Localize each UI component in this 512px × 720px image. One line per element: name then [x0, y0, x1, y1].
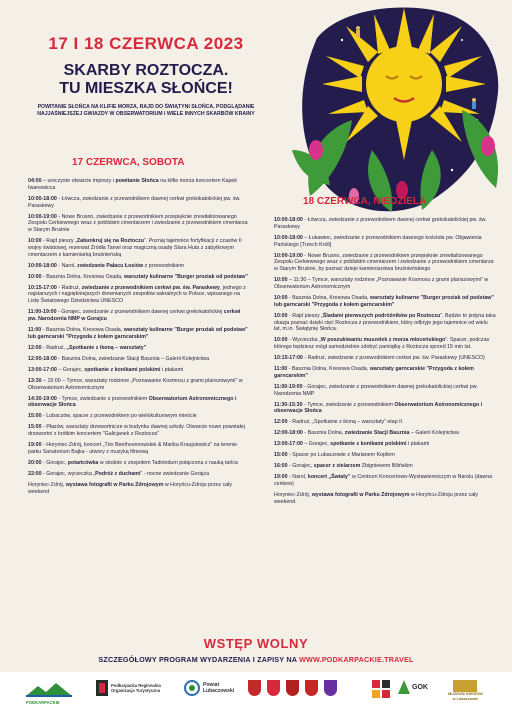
poster-subtitle: POWITANIE SŁOŃCA NA KLIFIE MORZA, RAJD DO ŚWIĄTYNI SŁOŃCA, PODGLĄDANIE NAJJAŚNIEJSZEJ GWIAZDY W OBSERWATORIUM I WIELE INNYCH SKARBÓW KRAINY	[37, 104, 255, 117]
schedule-item	[28, 214, 250, 234]
event-text: - Basznia Dolna, zwiedzanie Stacji Basznia – Galerii Kolejnictwa	[56, 355, 210, 362]
event-time: 10:00	[274, 337, 288, 344]
powiat-line-2: Lubaczowski	[203, 688, 235, 694]
schedule-item	[28, 378, 250, 392]
event-highlight: W poszukiwaniu muszelek z morza mioceńskiego	[320, 337, 446, 344]
event-highlight: Obserwatorium Astronomicznego i obserwacje Słońca	[28, 395, 237, 409]
event-time: 14:30-19:00	[28, 395, 57, 402]
podkarpackie-logo	[24, 680, 74, 705]
event-text-end: ”. Spacer, podczas którego będziesz mógł samodzielnie zdobyć pamiątkę z Roztocza sprzed 15 min lat.	[274, 337, 490, 351]
gmina-crests	[248, 680, 337, 696]
event-time: 10:00-19:00	[28, 213, 57, 220]
schedule-item	[274, 217, 496, 231]
event-text: - Gorajec, wycieczka „	[41, 470, 96, 477]
event-time: 04:00	[28, 178, 42, 184]
schedule-item	[274, 295, 496, 309]
event-time: 10:15-17:00	[274, 355, 303, 362]
pattern-logo	[372, 680, 390, 698]
header-block	[22, 34, 270, 118]
title-line-1: SKARBY ROZTOCZA.	[63, 62, 229, 79]
event-time: 10:00	[274, 312, 288, 319]
event-text-end: w Horyńcu-Zdroju przez cały weekend.	[274, 492, 478, 505]
schedule-item	[28, 442, 250, 456]
event-text-end: na klifie morza koncertem Kapeli Iwanowicca	[28, 178, 237, 191]
crest-3-icon	[286, 680, 299, 696]
schedule-item	[274, 441, 496, 448]
event-text: - Wycieczka „	[287, 337, 321, 344]
event-text: Horyniec-Zdrój,	[28, 481, 66, 488]
event-time: 12:00-18:00	[28, 355, 57, 362]
event-time: 15:00	[28, 424, 42, 431]
event-text: - Narol,	[56, 262, 78, 269]
event-highlight: warsztaty kulinarne "Burger proziak od podstaw"	[124, 273, 248, 280]
event-text: – Gorajec,	[302, 441, 331, 448]
event-text-end: – Galerii Kolejnictwa	[409, 430, 459, 437]
event-time: 10:00	[274, 277, 288, 284]
schedule-item	[28, 424, 250, 438]
crest-1-icon	[248, 680, 261, 696]
schedule-item	[274, 253, 496, 273]
prot-emblem-icon	[96, 680, 108, 696]
powiat-logo	[184, 680, 234, 696]
event-highlight: spotkanie z konikami polskimi	[330, 441, 407, 448]
event-highlight: wystawa fotografii w Parku Zdrojowym	[311, 492, 410, 499]
schedule-item	[274, 419, 496, 426]
schedule-item	[28, 413, 250, 420]
schedule-item	[274, 452, 496, 459]
schedule-item	[28, 263, 250, 270]
event-text: - Gorajec, zwiedzanie z przewodnikiem dawnej grekokatolickiej cerkwi pw. Narodzenia NMP	[274, 383, 478, 397]
event-time: 11:30-15:30	[274, 401, 303, 408]
star	[451, 169, 453, 171]
event-highlight: warsztaty kulinarne "Burger proziak od podstaw" lub garncarski "Przygoda z kołem garncarskim"	[28, 327, 248, 340]
event-highlight: powitanie Słońca	[115, 178, 159, 184]
event-highlight: cerkwi pw. Narodzenia NMP w Gorajcu	[28, 309, 241, 323]
event-text: – Łukawiec, zwiedzanie z przewodnikiem dawnego kościoła pw. Objawienia Pańskiego [Trzech Króli]	[274, 234, 482, 248]
event-text: - Gorajec, zwiedzanie z przewodnikiem dawnej cerkwi grekokatolickiej	[56, 309, 224, 316]
event-time: 12:00	[274, 419, 288, 426]
schedule-item	[28, 274, 250, 281]
event-highlight: Zabunkruj się na Roztoczu	[76, 238, 144, 245]
event-time: 10:00	[28, 273, 42, 280]
event-highlight: zwiedzanie Stacji Basznia	[344, 430, 410, 437]
event-time: 11:00	[28, 327, 42, 334]
event-text: - Radruż, zwiedzanie z przewodnikiem cerkwi pw. św. Paraskewy (UNESCO)	[302, 355, 485, 362]
free-entry-title: WSTĘP WOLNY	[203, 636, 309, 651]
muzeum-line-1: MUZEUM KRESÓW	[448, 692, 483, 696]
event-text-end: w Centrum Koncertowo-Wystawienniczym w Narolu (dawna cerkiew)	[274, 474, 493, 488]
day2-schedule	[274, 217, 496, 510]
event-highlight: potańcówka	[67, 459, 99, 466]
schedule-item	[274, 463, 496, 470]
schedule-item	[28, 356, 250, 363]
event-text: - Tymce, zwiedzanie z przewodnikiem	[302, 401, 395, 408]
event-text: – 15:00 – Tymce, warsztaty rodzinne „Poznawanie Kosmosu z grami planszowymi” w Obserwatorium Astronomicznym	[28, 377, 243, 391]
schedule-item	[28, 345, 250, 352]
schedule-item	[274, 384, 496, 398]
schedule-item	[274, 430, 496, 437]
event-highlight: warsztaty garncarskie "Przygoda z kołem garncarskim"	[274, 366, 474, 379]
schedule-item	[28, 285, 250, 305]
program-url-link[interactable]: WWW.PODKARPACKIE.TRAVEL	[299, 655, 414, 664]
crest-2-icon	[267, 680, 280, 696]
event-time: 15:00	[274, 452, 288, 459]
event-text: – 11:30 – Tymce, warsztaty rodzinne „Poznawanie Kosmosu z grami planszowymi” w Obserwatorium Astronomicznym	[274, 277, 489, 290]
crest-4-icon	[305, 680, 318, 696]
muzeum-logo	[448, 680, 483, 702]
schedule-item	[28, 238, 250, 258]
sun-disc	[366, 46, 442, 122]
event-text: - Gorajec,	[41, 459, 68, 466]
event-time: 10:00-18:00	[274, 234, 303, 241]
schedule-item	[28, 196, 250, 210]
sponsor-logos	[0, 672, 512, 720]
schedule-item	[28, 482, 250, 496]
prot-line-2: Organizacja Turystyczna	[111, 688, 161, 693]
star	[461, 39, 463, 41]
program-info-text: SZCZEGÓŁOWY PROGRAM WYDARZENIA I ZAPISY NA	[98, 655, 297, 664]
event-highlight: spacer z zielarzem	[313, 463, 361, 470]
event-time: 13:00-17:00	[274, 441, 303, 448]
schedule-item	[274, 313, 496, 333]
event-text: Horyniec-Zdrój,	[274, 492, 312, 499]
muzeum-mark-icon	[453, 680, 477, 692]
event-highlight: „Spotkanie z ikoną – warsztaty”	[66, 344, 147, 351]
event-time: 11:00	[274, 366, 288, 373]
event-time: 10:00-18:00	[28, 195, 57, 202]
event-highlight: Podróż z duchami	[95, 470, 141, 477]
event-text: - Rajd pieszy „	[41, 238, 77, 245]
schedule-item	[274, 337, 496, 351]
muzeum-line-2: w Lubaczowie	[452, 697, 479, 701]
event-text: - Nowe Brusno, zwiedzanie z przewodnikiem przepięknie zrewitalizowanego Zespołu Cerkiewnego wraz z pobliskim cmentarzem i zwiedzanie z przewodnikiem cmentarza w Starym Bruśnie, by poznać dzieje kamieniarstwa bruśnieńskiego	[274, 252, 494, 273]
event-text: – uroczyste otwarcie imprezy i	[41, 178, 116, 184]
crest-5-icon	[324, 680, 337, 696]
event-highlight: koncert „Światy”	[307, 474, 351, 481]
event-time: 19:00	[274, 474, 288, 481]
event-text: - Horyniec-Zdrój, koncert „Trio Beethovenowskie & Marika Kraujutowicz” na terenie parku Sanatorium Bajka - utwory z muzyką filmową	[28, 442, 238, 455]
event-time: 13:00-17:00	[28, 366, 57, 373]
event-time: 11:00-19:00	[274, 383, 303, 390]
event-dates: 17 I 18 CZERWCA 2023	[48, 34, 244, 53]
schedule-item	[274, 277, 496, 291]
gok-logo	[398, 680, 428, 694]
day1-heading: 17 CZERWCA, SOBOTA	[72, 157, 185, 168]
event-highlight: Śladami pierwszych podróżników po Roztoczu	[322, 312, 441, 319]
prot-logo	[96, 680, 161, 696]
event-text: - Basznia Dolna, Kresowa Osada,	[287, 294, 370, 301]
event-time: 13:30	[28, 377, 42, 384]
powiat-line-1: Powiat	[203, 682, 220, 688]
event-text: - Radruż,	[56, 284, 82, 291]
event-highlight: Obserwatorium Astronomicznego i obserwacje Słońca	[274, 401, 483, 415]
gok-label: GOK	[412, 683, 428, 691]
event-time: 20:00	[28, 459, 42, 466]
schedule-item	[28, 396, 250, 410]
event-time: 10:00	[274, 294, 288, 301]
podkarpackie-label: PODKARPACKIE	[26, 700, 60, 705]
event-time: 10:00-18:00	[28, 262, 57, 269]
event-text: – Gorajec,	[56, 366, 85, 373]
event-text-end: Zbigniewem Bilińskim	[360, 463, 413, 470]
event-text: - Basznia Dolna, Kresowa Osada,	[41, 273, 124, 280]
event-time: 11:00-19:00	[28, 309, 57, 316]
event-highlight: zwiedzanie Pałacu Łosiów	[77, 262, 144, 269]
schedule-item	[28, 327, 250, 341]
schedule-item	[274, 474, 496, 488]
prot-line-1: Podkarpacka Regionalna	[111, 683, 161, 688]
day1-schedule	[28, 178, 250, 500]
event-time: 19:00	[28, 442, 42, 449]
schedule-item	[28, 460, 250, 467]
schedule-item	[274, 402, 496, 416]
event-text: - Basznia Dolna,	[302, 430, 345, 437]
event-text-end: ”. Poznaj tajemnice fortyfikacji z czasów II wojny światowej, rezerwat Źródła Tanwi oraz magiczną osadę Stara Huta z zabytkowym cmentarzem z kamieniarką bruśnieńską	[28, 238, 242, 258]
day2-heading: 18 CZERWCA, NIEDZIELA	[303, 196, 427, 207]
schedule-item	[28, 309, 250, 323]
event-text-end: w stodole z zespołem Tadirindum połączona z nauką tańca	[98, 459, 238, 466]
powiat-circle-icon	[184, 680, 200, 696]
event-text: - Łówcza, zwiedzanie z przewodnikiem dawnej cerkwi grekokatolickiej pw. św. Paraskewy	[28, 195, 241, 209]
event-time: 16:00	[274, 463, 288, 470]
schedule-item	[28, 178, 250, 192]
event-time: 10:00-18:00	[274, 217, 303, 223]
event-highlight: zwiedzanie z przewodnikiem cerkwi pw. św. Paraskewy	[81, 284, 220, 291]
event-text: - Rajd pieszy „	[287, 312, 323, 319]
event-text: - Nowe Brusno, zwiedzanie z przewodnikiem przepięknie zrewitalizowanego Zespołu Cerkiewnego wraz z pobliskim cmentarzem i zwiedzanie z przewodnikiem cmentarza w Starym Bruśnie	[28, 213, 248, 234]
event-text-end: ” - nocne zwiedzanie Gorajca	[140, 470, 210, 477]
event-text-end: ”. Będzie to jedyna taka okazja poznać dzięki cięć Roztocza z przewodnikiem, który odkryje jego tajemnice od wielu lat, m.in. Świątynię Słońca.	[274, 312, 496, 333]
event-text: - Radruż, „Spotkanie z ikoną – warsztaty” etap II	[287, 419, 403, 426]
event-time: 12:00	[28, 344, 42, 351]
event-time: 22:00	[28, 470, 42, 477]
event-highlight: wystawa fotografii w Parku Zdrojowym	[65, 481, 164, 488]
sun-artwork	[282, 0, 512, 214]
event-text: - Lubaczów, spacer z przewodnikiem po wielokulturowym mieście	[41, 413, 197, 420]
event-highlight: spotkanie z konikami polskimi	[84, 366, 161, 373]
schedule-item	[274, 235, 496, 249]
gok-mark-icon	[398, 680, 410, 694]
event-text: - Płazów, warsztaty drzewortnicze w budynku dawnej szkoły. Otwarcie nowo powstałej drzewortni z krótkim koncertem "Galicjanek z Roztocza"	[28, 424, 245, 438]
event-text: - Narol,	[287, 474, 308, 481]
event-time: 10:00	[28, 238, 42, 245]
poster-title	[22, 62, 270, 98]
event-text-end: , jednego z najstarszych i najpiękniejszych drewnianych zespołów sakralnych w Polsce, wpisanego na Listę Światowego Dziedzictwa UNESCO	[28, 284, 246, 305]
event-highlight: warsztaty kulinarne "Burger proziak od podstaw" lub garncarski "Przygoda z kołem garncarskim"	[274, 294, 494, 308]
event-text: - Tymce, zwiedzanie z przewodnikiem	[56, 395, 149, 402]
schedule-item	[274, 355, 496, 362]
program-info	[0, 655, 512, 664]
event-text: - Basznia Dolna, Kresowa Osada,	[287, 366, 370, 373]
event-text-end: z przewodnikiem	[143, 262, 185, 269]
event-text-end: i ptakami	[406, 441, 430, 448]
event-text: - Łówcza, zwiedzanie z przewodnikiem dawnej cerkwi grekokatolickiej pw. św. Paraskewy	[274, 217, 487, 230]
event-text-end: i ptakami	[160, 366, 184, 373]
schedule-item	[274, 492, 496, 506]
event-text: - Basznia Dolna, Kresowa Osada,	[41, 327, 124, 334]
schedule-item	[274, 366, 496, 380]
event-time: 10:00-19:00	[274, 252, 303, 259]
event-text: - Gorajec,	[287, 463, 314, 470]
schedule-item	[28, 367, 250, 374]
event-text: - Spacer po Lubaczowie z Marianem Kopfem	[287, 452, 395, 459]
event-text: - Radruż,	[41, 344, 67, 351]
event-time: 12:00-18:00	[274, 430, 303, 437]
star	[341, 39, 343, 41]
event-text-end: w Horyńcu-Zdroju przez cały weekend	[28, 481, 232, 495]
event-time: 10:15-17:00	[28, 284, 57, 291]
schedule-item	[28, 471, 250, 478]
event-time: 15:00	[28, 413, 42, 420]
folk-pattern-icon	[372, 680, 390, 698]
title-line-2: TU MIESZKA SŁOŃCE!	[59, 80, 233, 97]
podkarpackie-mark-icon	[24, 680, 74, 702]
